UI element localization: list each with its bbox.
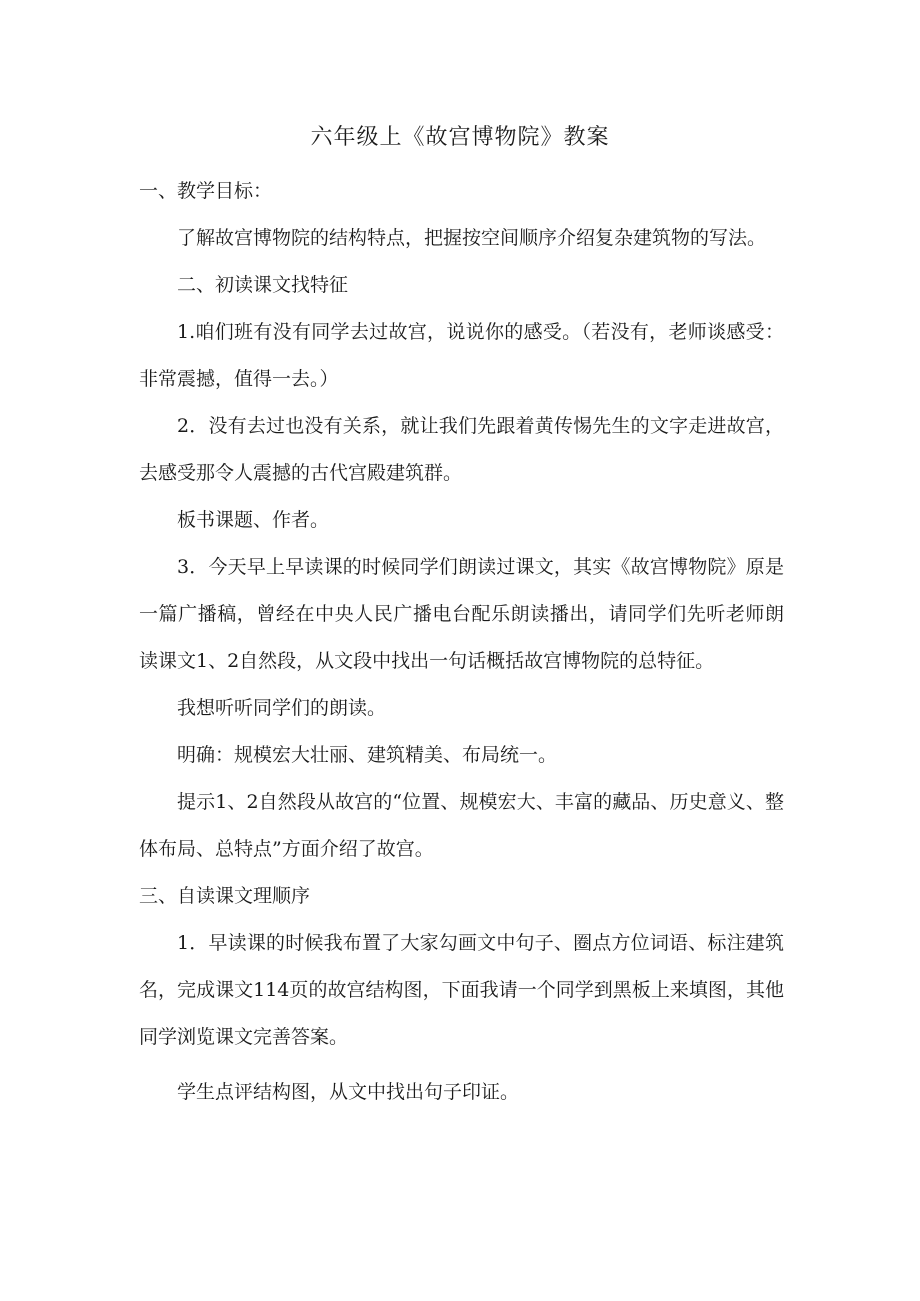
paragraph: 明确：规模宏大壮丽、建筑精美、布局统一。 [177,744,558,766]
document-body [139,168,784,1116]
paragraph: 1.咱们班有没有同学去过故宫，说说你的感受。（若没有，老师谈感受：非常震撼，值得一去。） [139,321,784,390]
paragraph: 3．今天早上早读课的时候同学们朗读过课文，其实《故宫博物院》原是一篇广播稿，曾经在中央人民广播电台配乐朗读播出，请同学们先听老师朗读课文1、2自然段，从文段中找出一句话概括故宫博物院的总特征。 [139,556,784,672]
section-heading-self-reading: 三、自读课文理顺序 [139,885,311,907]
section-heading-first-reading: 二、初读课文找特征 [177,274,349,296]
paragraph: 了解故宫博物院的结构特点，把握按空间顺序介绍复杂建筑物的写法。 [177,227,767,249]
paragraph: 1．早读课的时候我布置了大家勾画文中句子、圈点方位词语、标注建筑名，完成课文114页的故宫结构图，下面我请一个同学到黑板上来填图，其他同学浏览课文完善答案。 [139,932,784,1048]
paragraph: 提示1、2自然段从故宫的“位置、规模宏大、丰富的藏品、历史意义、整体布局、总特点”方面介绍了故宫。 [139,791,784,860]
paragraph: 2．没有去过也没有关系，就让我们先跟着黄传惕先生的文字走进故宫，去感受那令人震撼的古代宫殿建筑群。 [139,415,784,484]
section-heading-objectives: 一、教学目标： [139,180,273,202]
paragraph: 板书课题、作者。 [177,509,330,531]
document-title: 六年级上《故宫博物院》教案 [310,125,610,150]
paragraph: 学生点评结构图，从文中找出句子印证。 [177,1081,520,1103]
paragraph: 我想听听同学们的朗读。 [177,697,387,719]
